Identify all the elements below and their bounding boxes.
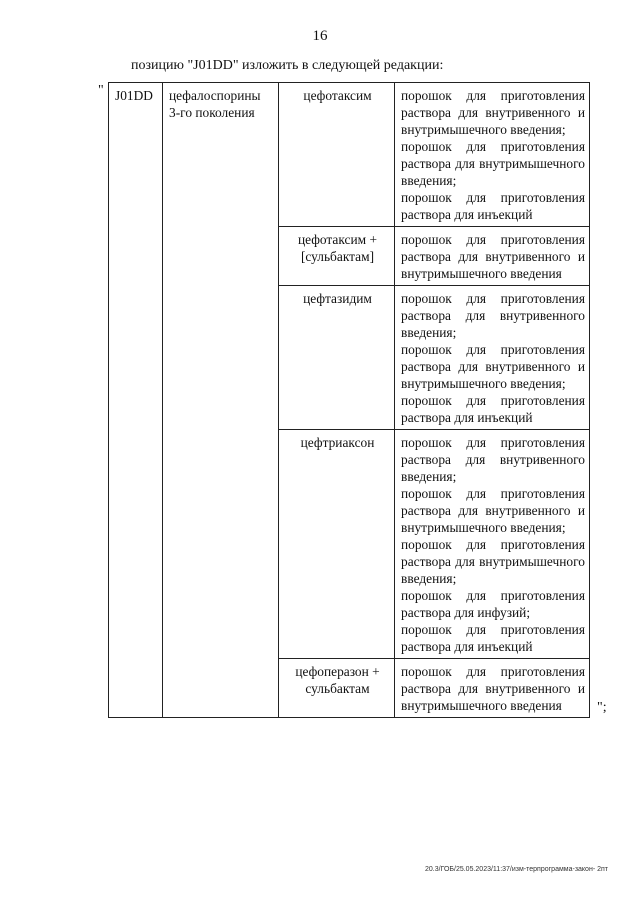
closing-quote: "; xyxy=(597,700,607,715)
inn-cell: цефтазидим xyxy=(279,286,395,430)
page-number: 16 xyxy=(312,28,328,44)
dosage-form: порошок для приготовления раствора для внутривенного и внутримышечного введения xyxy=(401,664,585,713)
dosage-form: порошок для приготовления раствора для внутривенного и внутримышечного введения; xyxy=(401,342,585,391)
dosage-forms-cell xyxy=(395,227,590,286)
inn-cell: цефотаксим + [сульбактам] xyxy=(279,227,395,286)
dosage-form: порошок для приготовления раствора для инъекций xyxy=(401,393,585,425)
dosage-form: порошок для приготовления раствора для внутривенного введения; xyxy=(401,435,585,484)
atc-code-cell: J01DD xyxy=(109,83,163,718)
opening-quote: " xyxy=(98,83,104,98)
dosage-form: порошок для приготовления раствора для внутривенного и внутримышечного введения; xyxy=(401,88,585,137)
dosage-form: порошок для приготовления раствора для внутримышечного введения; xyxy=(401,537,585,586)
inn-cell: цефоперазон + сульбактам xyxy=(279,659,395,718)
dosage-form: порошок для приготовления раствора для внутривенного и внутримышечного введения xyxy=(401,232,585,281)
dosage-form: порошок для приготовления раствора для внутривенного введения; xyxy=(401,291,585,340)
dosage-form: порошок для приготовления раствора для внутривенного и внутримышечного введения; xyxy=(401,486,585,535)
intro-text: позицию "J01DD" изложить в следующей редакции: xyxy=(131,58,444,73)
inn-cell: цефтриаксон xyxy=(279,430,395,659)
dosage-forms-cell xyxy=(395,659,590,718)
dosage-form: порошок для приготовления раствора для инъекций xyxy=(401,190,585,222)
dosage-forms-cell xyxy=(395,430,590,659)
dosage-forms-cell xyxy=(395,286,590,430)
dosage-form: порошок для приготовления раствора для инъекций xyxy=(401,622,585,654)
dosage-form: порошок для приготовления раствора для инфузий; xyxy=(401,588,585,620)
table-row xyxy=(109,83,590,227)
drug-table xyxy=(108,82,590,718)
dosage-forms-cell xyxy=(395,83,590,227)
inn-cell: цефотаксим xyxy=(279,83,395,227)
footer-stamp: 20.3/ГОБ/25.05.2023/11:37/изм-терпрограмма-закон- 2пт xyxy=(425,866,608,873)
dosage-form: порошок для приготовления раствора для внутримышечного введения; xyxy=(401,139,585,188)
drug-group-cell: цефалоспорины 3-го поколения xyxy=(163,83,279,718)
